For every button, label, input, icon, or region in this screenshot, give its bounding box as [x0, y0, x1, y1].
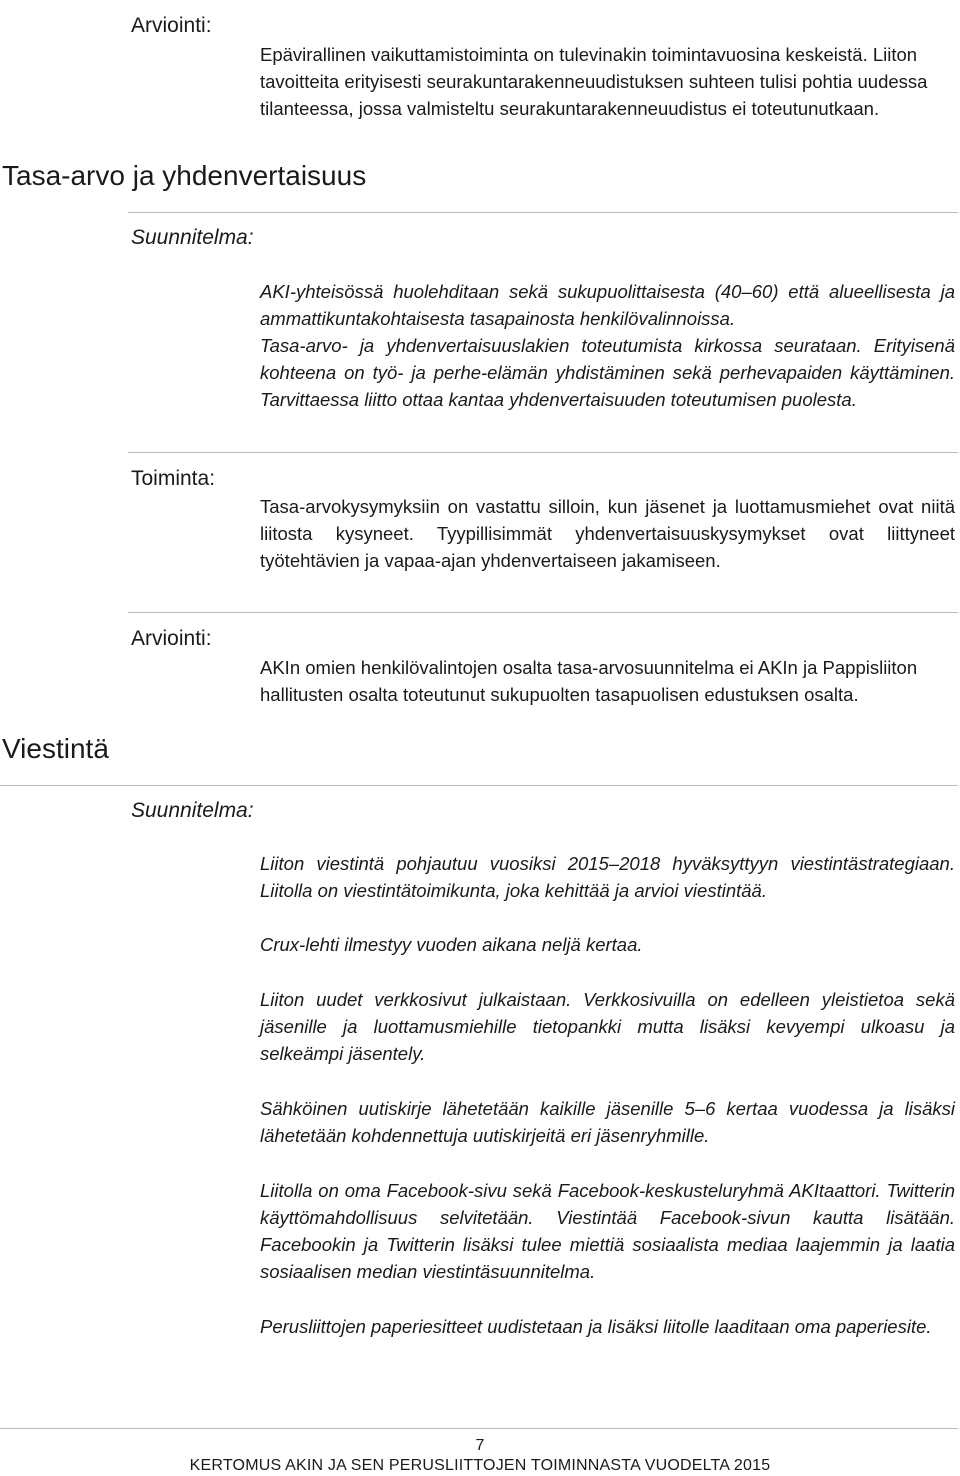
arviointi-label: Arviointi:	[131, 14, 212, 37]
viestinta-paragraph: Liiton viestintä pohjautuu vuosiksi 2015–2018 hyväksyttyyn viestintästrategiaan. Liitolla on viestintätoimikunta, joka kehittää ja arvioi viestintää.	[260, 853, 955, 901]
footer-divider	[0, 1428, 958, 1429]
suunnitelma-label: Suunnitelma:	[131, 226, 254, 249]
toiminta-label: Toiminta:	[131, 467, 216, 490]
section-heading-viestinta: Viestintä	[2, 733, 109, 764]
viestinta-paragraph: Sähköinen uutiskirje lähetetään kaikille jäsenille 5–6 kertaa vuodessa ja lisäksi lähetetään kohdennettuja uutiskirjeitä eri jäsenryhmille.	[260, 1098, 955, 1146]
suunnitelma-paragraph: AKI-yhteisössä huolehditaan sekä sukupuolittaisesta (40–60) että alueellisesta ja ammattikuntakohtaisesta tasapainosta henkilövalinnoissa.	[260, 281, 955, 329]
viestinta-paragraph: Perusliittojen paperiesitteet uudistetaan ja lisäksi liitolle laaditaan oma paperiesite.	[260, 1316, 932, 1337]
arviointi-text: Epävirallinen vaikuttamistoiminta on tulevinakin toimintavuosina keskeistä. Liiton tavoitteita erityisesti seurakuntarakenneuudistuksen suhteen tulisi pohtia uudessa tilanteessa, jossa valmisteltu seurakuntarakenneuudistus ei toteutunutkaan.	[260, 44, 928, 119]
page-number: 7	[475, 1437, 485, 1454]
suunnitelma-text	[260, 278, 955, 413]
suunnitelma-label: Suunnitelma:	[131, 799, 254, 822]
divider	[128, 452, 958, 453]
divider	[128, 212, 958, 213]
footer-title: KERTOMUS AKIN JA SEN PERUSLIITTOJEN TOIMINNASTA VUODELTA 2015	[189, 1457, 771, 1474]
viestinta-paragraph: Liitolla on oma Facebook-sivu sekä Facebook-keskusteluryhmä AKItaattori. Twitterin käyttömahdollisuus selvitetään. Viestintää Facebook-sivun kautta lisätään. Facebookin ja Twitterin lisäksi tulee miettiä sosiaalista mediaa laajemmin ja laatia sosiaalisen median viestintäsuunnitelma.	[260, 1180, 955, 1282]
suunnitelma-paragraph: Tasa-arvo- ja yhdenvertaisuuslakien toteutumista kirkossa seurataan. Erityisenä kohteena on työ- ja perhe-elämän yhdistäminen sekä perhevapaiden käyttäminen. Tarvittaessa liitto ottaa kantaa yhdenvertaisuuden toteutumisen puolesta.	[260, 335, 955, 410]
viestinta-paragraph: Liiton uudet verkkosivut julkaistaan. Verkkosivuilla on edelleen yleistietoa sekä jäsenille ja luottamusmiehille tietopankki mutta lisäksi kevyempi ulkoasu ja selkeämpi jäsentely.	[260, 989, 955, 1064]
section-heading-tasa-arvo: Tasa-arvo ja yhdenvertaisuus	[2, 160, 367, 191]
viestinta-paragraph: Crux-lehti ilmestyy vuoden aikana neljä kertaa.	[260, 934, 643, 955]
arviointi-label: Arviointi:	[131, 627, 212, 650]
arviointi-text: AKIn omien henkilövalintojen osalta tasa-arvosuunnitelma ei AKIn ja Pappisliiton hallitusten osalta toteutunut sukupuolten tasapuolisen edustuksen osalta.	[260, 657, 918, 705]
divider	[128, 612, 958, 613]
toiminta-text: Tasa-arvokysymyksiin on vastattu silloin, kun jäsenet ja luottamusmiehet ovat niitä liitosta kysyneet. Tyypillisimmät yhdenvertaisuuskysymykset ovat liittyneet työtehtävien ja vapaa-ajan yhdenvertaiseen jakamiseen.	[260, 496, 955, 571]
divider	[0, 785, 958, 786]
